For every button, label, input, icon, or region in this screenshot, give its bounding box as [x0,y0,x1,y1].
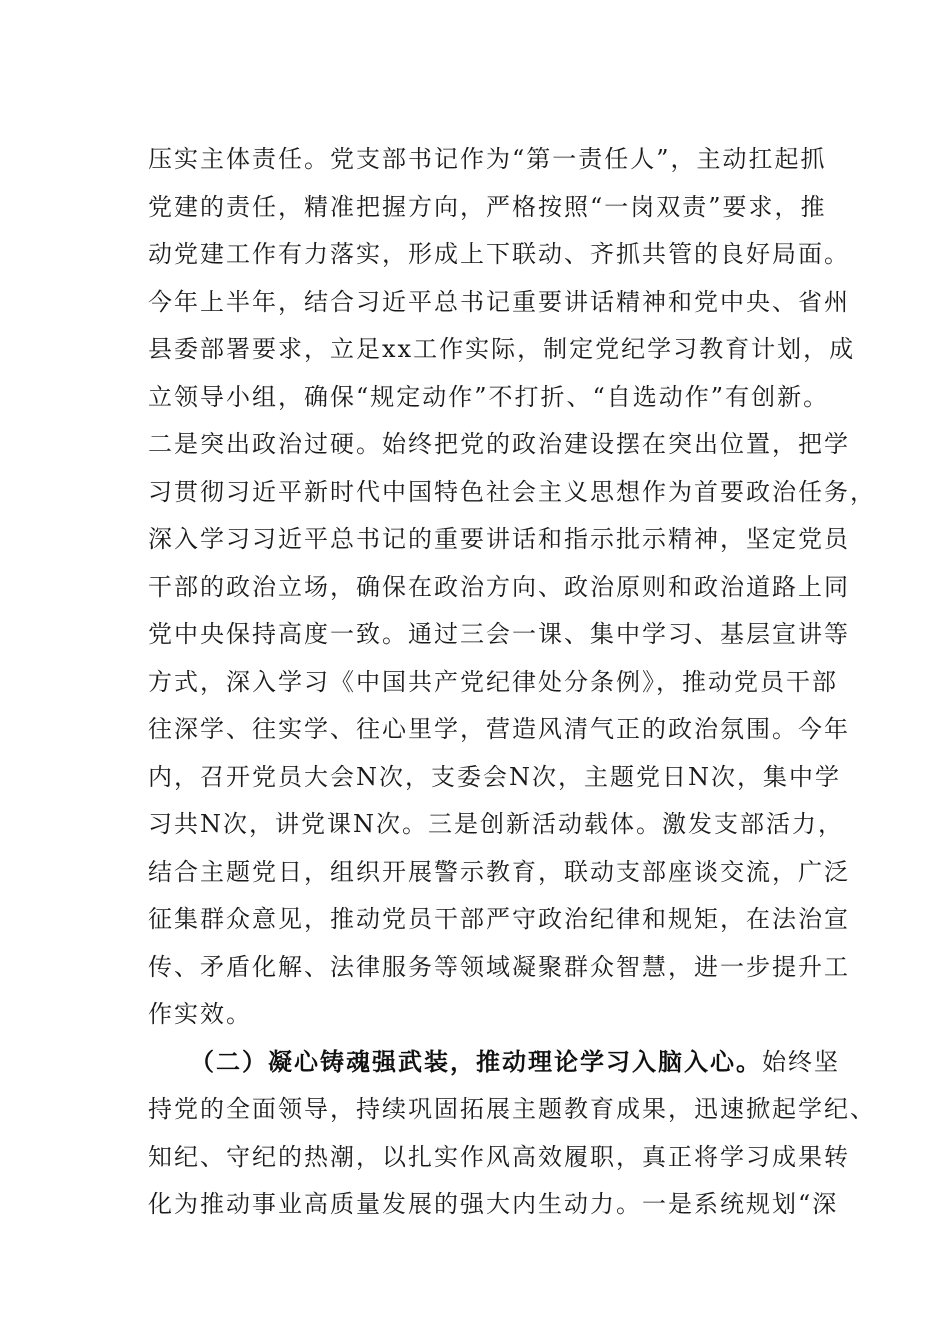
body-line: 持党的全面领导，持续巩固拓展主题教育成果，迅速掀起学纪、 [148,1095,876,1123]
body-line: 结合主题党日，组织开展警示教育，联动支部座谈交流，广泛 [148,857,850,886]
section-heading: （二）凝心铸魂强武装，推动理论学习入脑入心。 [190,1047,762,1076]
body-line: 化为推动事业高质量发展的强大内生动力。一是系统规划“深 [148,1190,839,1218]
body-line: 党中央保持高度一致。通过三会一课、集中学习、基层宣讲等 [148,620,850,648]
body-line: 动党建工作有力落实，形成上下联动、齐抓共管的良好局面。 [148,240,850,268]
body-line: 深入学习习近平总书记的重要讲话和指示批示精神，坚定党员 [148,525,850,553]
body-line: 立领导小组，确保“规定动作”不打折、“自选动作”有创新。 [148,382,830,411]
section-heading-continuation: 始终坚 [762,1047,840,1076]
body-line: 往深学、往实学、往心里学，营造风清气正的政治氛围。今年 [148,715,850,743]
body-line: 征集群众意见，推动党员干部严守政治纪律和规矩，在法治宣 [148,905,850,933]
body-line: 知纪、守纪的热潮，以扎实作风高效履职，真正将学习成果转 [148,1142,850,1171]
body-line: 二是突出政治过硬。始终把党的政治建设摆在突出位置，把学 [148,430,850,458]
body-line: 内，召开党员大会N次，支委会N次，主题党日N次，集中学 [148,762,841,791]
body-line: 县委部署要求，立足xx工作实际，制定党纪学习教育计划，成 [148,335,856,363]
body-line: 传、矛盾化解、法律服务等领域凝聚群众智慧，进一步提升工 [148,952,850,981]
body-line: 方式，深入学习《中国共产党纪律处分条例》，推动党员干部 [148,667,838,696]
section-heading-line [148,1039,838,1087]
body-line: 党建的责任，精准把握方向，严格按照“一岗双责”要求，推 [148,192,827,221]
document-body [148,136,876,1229]
body-line: 干部的政治立场，确保在政治方向、政治原则和政治道路上同 [148,572,850,601]
body-line: 作实效。 [148,1000,252,1028]
body-line: 今年上半年，结合习近平总书记重要讲话精神和党中央、省州 [148,287,850,316]
body-line: 习共N次，讲党课N次。三是创新活动载体。激发支部活力， [148,810,844,838]
body-line: 习贯彻习近平新时代中国特色社会主义思想作为首要政治任务， [148,477,876,506]
body-line: 压实主体责任。党支部书记作为“第一责任人”，主动扛起抓 [148,145,827,173]
